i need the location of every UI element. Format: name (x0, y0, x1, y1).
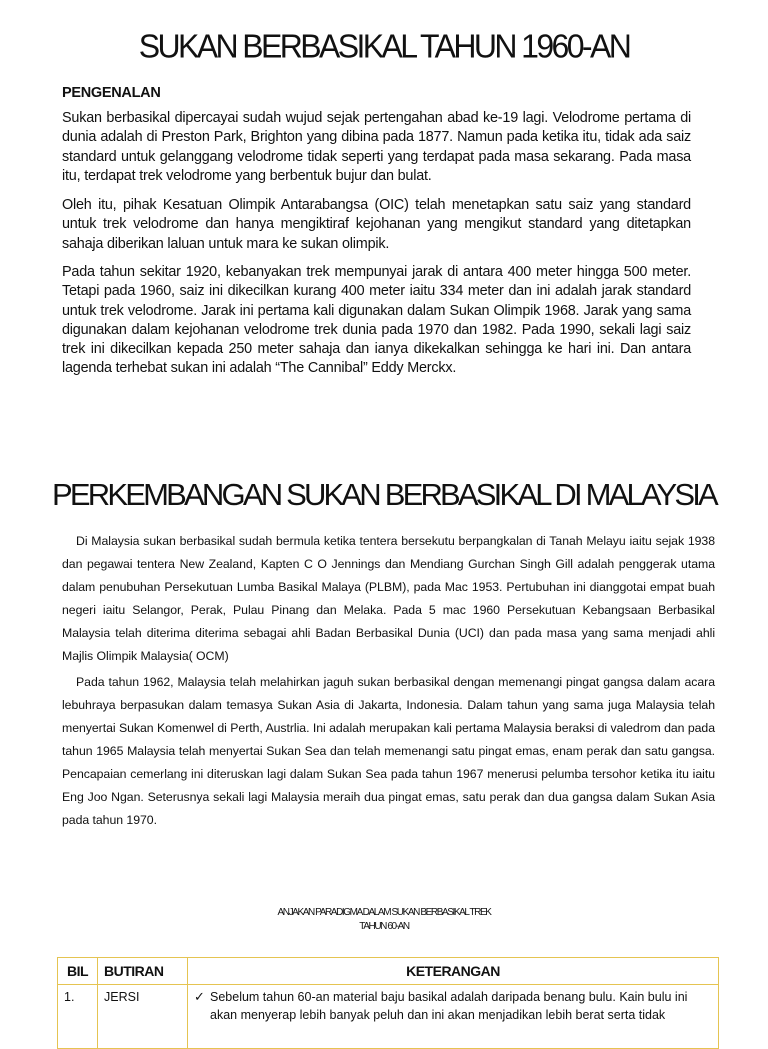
comparison-table (57, 957, 719, 1049)
table-row (58, 985, 719, 1049)
section-paragraph-2: Pada tahun 1962, Malaysia telah melahirkan jaguh sukan berbasikal dengan memenangi pingat gangsa dalam acara lebuhraya berpasukan dalam temasya Sukan Asia di Jakarta, Indonesia. Dalam tahun yang sama juga Malaysia telah menyertai Sukan Komenwel di Perth, Austrlia. Ini adalah merupakan kali pertama Malaysia beraksi di valedrom dan pada tahun 1965 Malaysia telah menyertai Sukan Sea dan telah memenangi satu pingat emas, enam perak dan satu gangsa. Pencapaian cemerlang ini diteruskan lagi dalam Sukan Sea pada tahun 1967 menerusi pelumba tersohor ketika itu iaitu Eng Joo Ngan. Seterusnya sekali lagi Malaysia meraih dua pingat emas, satu perak dan dua gangsa dalam Sukan Asia pada tahun 1970. (62, 675, 715, 827)
keterangan-text: Sebelum tahun 60-an material baju basikal adalah daripada benang bulu. Kain bulu ini akan menyerap lebih banyak peluh dan ini akan menjadikan lebih berat serta tidak (210, 990, 688, 1022)
intro-paragraph-1: Sukan berbasikal dipercayai sudah wujud sejak pertengahan abad ke-19 lagi. Velodrome pertama di dunia adalah di Preston Park, Brighton yang dibina pada 1877. Namun pada ketika itu, tidak ada saiz standard untuk gelanggang velodrome tidak seperti yang terdapat pada masa sekarang. Pada masa itu, terdapat trek velodrome yang berbentuk bujur dan bulat. (62, 110, 691, 184)
table-caption-line-1: ANJAKAN PARADIGMA DALAM SUKAN BERBASIKAL TREK (277, 907, 491, 918)
section-paragraph-1: Di Malaysia sukan berbasikal sudah bermula ketika tentera bersekutu berpangkalan di Tanah Melayu iaitu sejak 1938 dan pegawai tentera New Zealand, Kapten C O Jennings dan Mendiang Gurchan Singh Gill adalah penggerak utama dalam penubuhan Persekutuan Lumba Basikal Malaya (PLBM), pada Mac 1953. Pertubuhan ini dianggotai empat buah negeri iaitu Selangor, Perak, Pulau Pinang dan Melaka. Pada 5 mac 1960 Persekutuan Kebangsaan Berbasikal Malaysia telah diterima diterima sebagai ahli Badan Berbasikal Dunia (UCI) dan pada masa yang sama menjadi ahli Majlis Olimpik Malaysia( OCM) (62, 534, 715, 663)
section-title: PERKEMBANGAN SUKAN BERBASIKAL DI MALAYSIA (52, 477, 716, 512)
page-title: SUKAN BERBASIKAL TAHUN 1960-AN (138, 27, 630, 65)
header-keterangan: KETERANGAN (188, 958, 719, 985)
cell-bil: 1. (58, 985, 98, 1049)
table-header-row (58, 958, 719, 985)
table-caption-line-2: TAHUN 60-AN (359, 921, 409, 932)
header-butiran: BUTIRAN (98, 958, 188, 985)
cell-butiran: JERSI (98, 985, 188, 1049)
intro-heading: PENGENALAN (62, 85, 161, 101)
checkmark-icon: ✓ (194, 989, 205, 1004)
header-bil: BIL (58, 958, 98, 985)
cell-keterangan (188, 985, 719, 1049)
intro-paragraph-2: Oleh itu, pihak Kesatuan Olimpik Antarabangsa (OIC) telah menetapkan satu saiz yang standard untuk trek velodrome dan hanya mengiktiraf kejohanan yang mengikut standard yang ditetapkan sahaja diberikan laluan untuk mara ke sukan olimpik. (62, 197, 691, 252)
intro-paragraph-3: Pada tahun sekitar 1920, kebanyakan trek mempunyai jarak di antara 400 meter hingga 500 meter. Tetapi pada 1960, saiz ini dikecilkan kurang 400 meter iaitu 334 meter dan ini adalah jarak standard untuk trek velodrome. Jarak ini pertama kali digunakan dalam Sukan Olimpik 1968. Jarak yang sama digunakan dalam kejohanan velodrome trek dunia pada 1970 dan 1982. Pada 1990, sekali lagi saiz trek ini dikecilkan kepada 250 meter sahaja dan ianya dikekalkan sehingga ke hari ini. Dan antara lagenda terhebat sukan ini adalah “The Cannibal” Eddy Merckx. (62, 264, 691, 377)
